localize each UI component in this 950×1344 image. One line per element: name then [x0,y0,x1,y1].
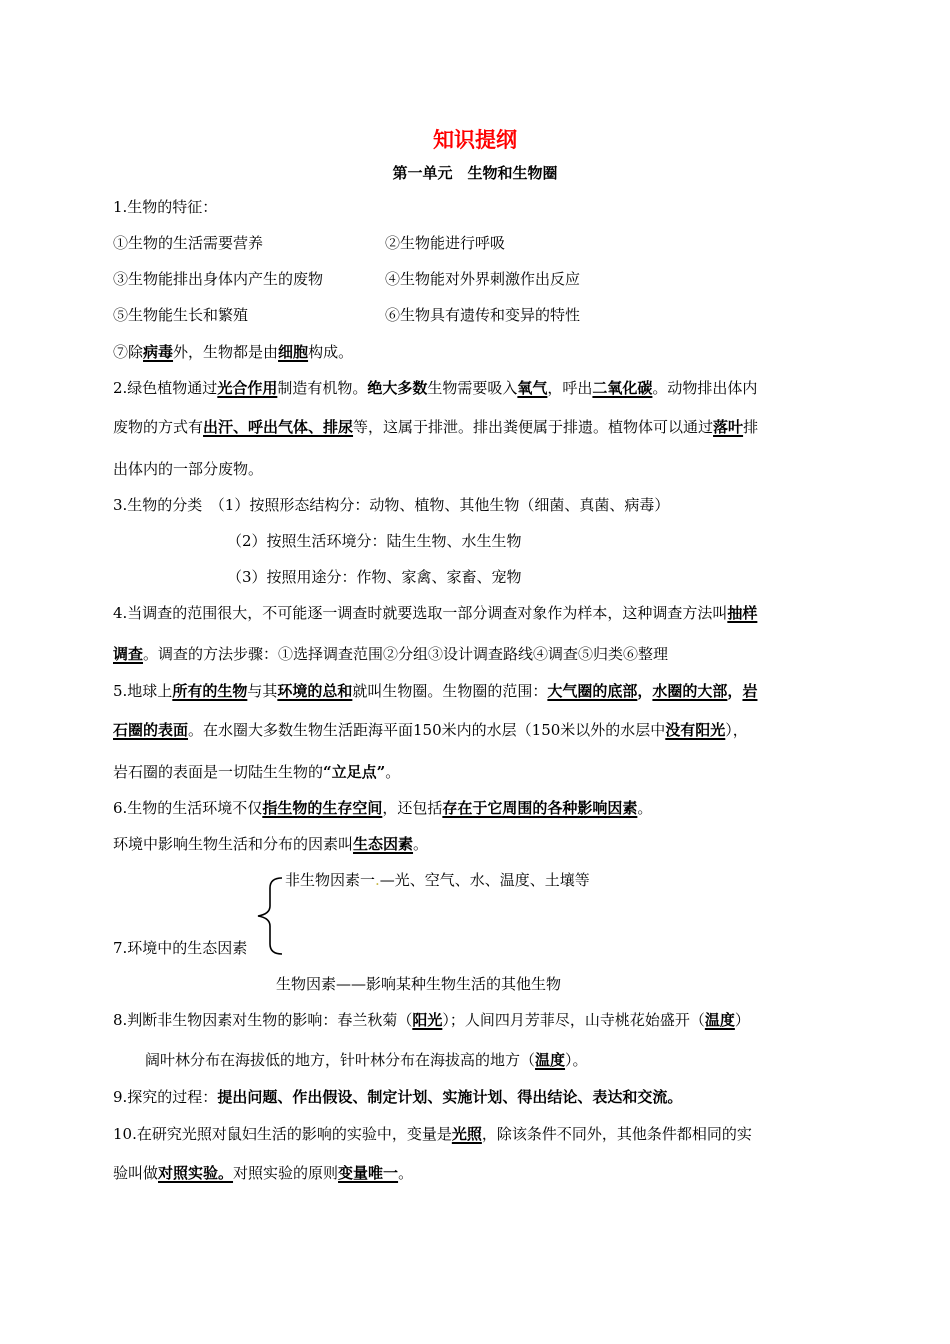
keyword: 出汗、呼出气体、排尿 [203,418,354,436]
s5-line-3 [113,762,400,782]
keyword-bold: 提出问题、作出假设、制定计划、实施计划、得出结论、表达和交流。 [217,1088,683,1106]
s3-line-1: 3.生物的分类 （1）按照形态结构分：动物、植物、其他生物（细菌、真菌、病毒） [113,496,670,514]
keyword: 大气圈的底部 [547,682,638,700]
text: 8.判断非生物因素对生物的影响：春兰秋菊（ [113,1011,413,1029]
s3-line-3: （3）按照用途分：作物、家禽、家畜、宠物 [227,568,522,586]
keyword: 石圈的表面 [113,721,189,739]
text: 等，这属于排泄。排出粪便属于排遗。植物体可以通过 [353,418,714,436]
keyword: 水圈的大部 [652,682,728,700]
keyword: 阳光 [412,1011,443,1029]
text: ，还包括 [382,799,443,817]
text: 2.绿色植物通过 [113,379,218,397]
text: 。 [413,835,429,853]
text: 。调查的方法步骤：①选择调查范围②分组③设计调查路线④调查⑤归类⑥整理 [143,645,669,663]
keyword-bold: “立足点” [323,763,386,781]
feature-5: ⑤生物能生长和繁殖 [113,306,249,324]
feature-6: ⑥生物具有遗传和变异的特性 [385,306,581,324]
keyword: 光照 [451,1125,482,1143]
text: 制造有机物。 [277,379,368,397]
page-title: 知识提纲 [433,127,517,152]
text: 就叫生物圈。生物圈的范围： [352,682,548,700]
text: —光、空气、水、温度、土壤等 [379,871,590,889]
text: ， [637,682,653,700]
keyword: 调查 [113,645,144,663]
text: . [375,871,380,889]
s9-line [113,1087,682,1107]
text: 排 [743,418,759,436]
keyword: 变量唯一 [338,1164,399,1182]
text: 构成。 [308,343,354,361]
text: 阔叶林分布在海拔低的地方，针叶林分布在海拔高的地方（ [145,1051,536,1069]
text: 环境中影响生物生活和分布的因素叫 [113,835,354,853]
unit-title: 第一单元 生物和生物圈 [392,164,558,182]
s2-line-3: 出体内的一部分废物。 [113,460,264,478]
text: 生物需要吸入 [427,379,518,397]
keyword: 细胞 [278,343,309,361]
ecological-factors-label: 7.环境中的生态因素 [113,939,248,957]
s8-line-1 [113,1010,750,1030]
s4-line-1 [113,603,757,623]
s6-line-2 [113,834,428,854]
keyword: 病毒 [143,343,174,361]
keyword-bold: 绝大多数 [367,379,428,397]
s4-line-2 [113,644,668,664]
text: 非生物因素一 [285,871,376,889]
text: 。 [398,1164,414,1182]
s1-row-1 [113,233,506,253]
s1-row-2 [113,269,581,289]
text: ）。 [565,1051,588,1069]
s2-line-2 [113,417,758,437]
s8-line-2 [145,1050,588,1070]
brace-icon [252,876,286,956]
keyword: 对照实验。 [158,1164,234,1182]
text: 10.在研究光照对鼠妇生活的影响的实验中，变量是 [113,1125,452,1143]
keyword: 所有的生物 [172,682,248,700]
s1-row-3 [113,305,581,325]
s5-line-1 [113,681,757,701]
keyword: 抽样 [727,604,758,622]
feature-3: ③生物能排出身体内产生的废物 [113,270,324,288]
s10-line-1 [113,1124,752,1144]
feature-4: ④生物能对外界刺激作出反应 [385,270,581,288]
text: 5.地球上 [113,682,173,700]
s5-line-2 [113,720,748,740]
keyword: 氧气 [517,379,548,397]
text: 外，生物都是由 [173,343,279,361]
feature-2: ②生物能进行呼吸 [385,234,506,252]
text: 4.当调查的范围很大，不可能逐一调查时就要选取一部分调查对象作为样本，这种调查方法叫 [113,604,728,622]
keyword: 光合作用 [217,379,278,397]
keyword: 落叶 [713,418,744,436]
biotic-factors: 生物因素——影响某种生物生活的其他生物 [276,975,562,993]
keyword: 温度 [704,1011,735,1029]
text: ，呼出 [547,379,593,397]
keyword: 温度 [535,1051,566,1069]
text: ⑦除 [113,343,144,361]
text: 验叫做 [113,1164,159,1182]
feature-7 [113,342,353,362]
text: 6.生物的生活环境不仅 [113,799,263,817]
s6-line-1 [113,798,652,818]
text: 。 [385,763,401,781]
text: ，除该条件不同外，其他条件都相同的实 [481,1125,752,1143]
keyword: 生态因素 [353,835,414,853]
text: 9.探究的过程： [113,1088,218,1106]
text: ）；人间四月芳菲尽，山寺桃花始盛开（ [442,1011,705,1029]
keyword: 二氧化碳 [592,379,653,397]
abiotic-factors [285,870,590,890]
keyword: 岩 [742,682,758,700]
s3-line-2: （2）按照生活环境分：陆生生物、水生生物 [227,532,522,550]
text: 对照实验的原则 [233,1164,339,1182]
keyword: 指生物的生存空间 [262,799,383,817]
keyword: 存在于它周围的各种影响因素 [442,799,638,817]
text: 。 [637,799,653,817]
s10-line-2 [113,1163,413,1183]
keyword: 没有阳光 [665,721,726,739]
text: ， [727,682,743,700]
feature-1: ①生物的生活需要营养 [113,234,264,252]
text: 岩石圈的表面是一切陆生生物的 [113,763,324,781]
text: 废物的方式有 [113,418,204,436]
text: 。在水圈大多数生物生活距海平面150米内的水层（150米以外的水层中 [188,721,666,739]
text: 与其 [247,682,278,700]
s2-line-1 [113,378,757,398]
keyword: 环境的总和 [277,682,353,700]
text: ） [734,1011,750,1029]
text: ）， [725,721,748,739]
text: 。动物排出体内 [652,379,758,397]
s1-heading: 1.生物的特征： [113,198,218,216]
